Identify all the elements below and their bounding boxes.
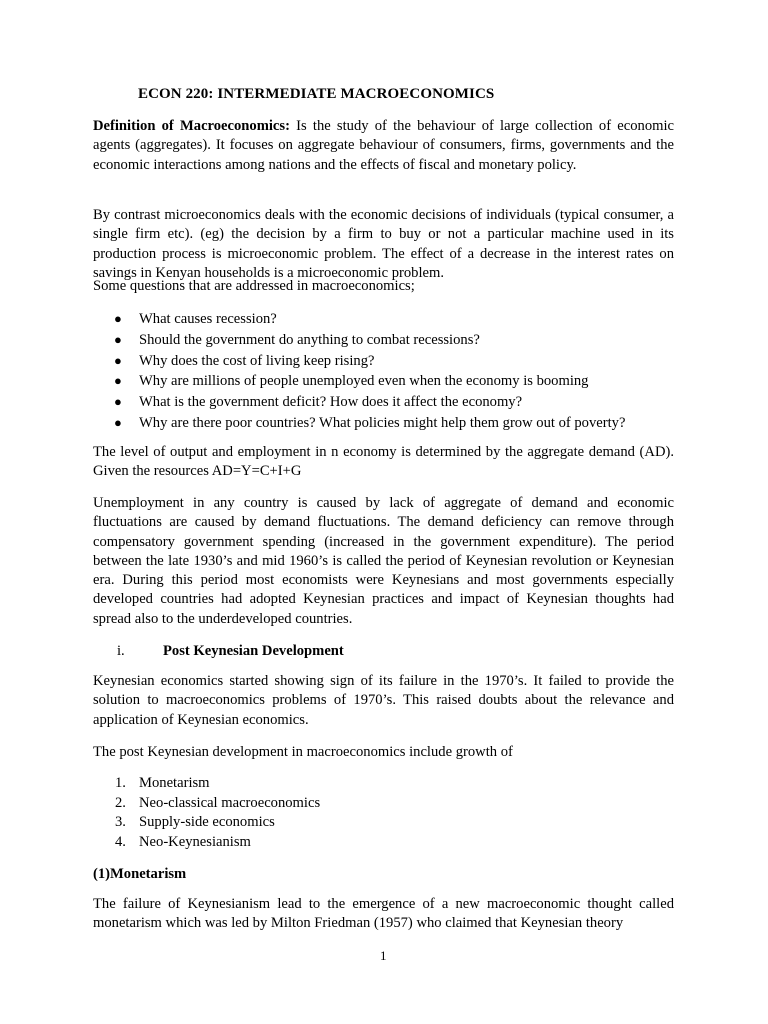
definition-text: Is the study of the behaviour of large collection of economic agents (aggregates). It focuses on aggregate behaviour of consumers, firms, governments and the economic interactions among nations and the effects of fiscal and monetary policy. — [93, 118, 674, 173]
list-item: ● What causes recession? — [93, 309, 693, 330]
bullet-icon: ● — [114, 331, 122, 347]
list-item: ● What is the government deficit? How does it affect the economy? — [93, 392, 693, 413]
page-title: ECON 220: INTERMEDIATE MACROECONOMICS — [138, 86, 495, 102]
list-item: ● Why are millions of people unemployed even when the economy is booming — [93, 371, 693, 392]
page-number: 1 — [380, 948, 387, 963]
definition-paragraph — [93, 117, 674, 175]
bullet-icon: ● — [114, 394, 122, 410]
bullet-icon: ● — [114, 311, 122, 326]
list-item: ● Should the government do anything to combat recessions? — [93, 330, 693, 351]
list-item: ● Why are there poor countries? What policies might help them grow out of poverty? — [93, 413, 693, 434]
bullet-icon: ● — [114, 352, 122, 368]
list-item: ● Why does the cost of living keep rising? — [93, 351, 693, 372]
list-item: 4. Neo-Keynesianism — [115, 833, 251, 850]
questions-list — [93, 309, 693, 434]
list-item: 2. Neo-classical macroeconomics — [115, 794, 321, 811]
unemployment-paragraph: Unemployment in any country is caused by lack of aggregate of demand and economic fluctuations are caused by demand fluctuations. The demand deficiency can remove through compensatory government spending (increased in the government expenditure). The period between the late 1930’s and mid 1960’s is called the period of Keynesian revolution or Keynesian era. During this period most economists were Keynesians and most governments especially developed countries had adopted Keynesian practices and impact of Keynesian thoughts had spread also to the underdeveloped countries. — [93, 495, 674, 627]
post-keynesian-paragraph: Keynesian economics started showing sign of its failure in the 1970’s. It failed to provide the solution to macroeconomics problems of 1970’s. This raised doubts about the relevance and application of Keynesian economics. — [93, 673, 674, 728]
developments-list — [115, 774, 320, 852]
growth-intro: The post Keynesian development in macroeconomics include growth of — [93, 744, 513, 760]
monetarism-paragraph: The failure of Keynesianism lead to the emergence of a new macroeconomic thought called monetarism which was led by Milton Friedman (1957) who claimed that Keynesian theory — [93, 896, 674, 932]
micro-paragraph: By contrast microeconomics deals with the economic decisions of individuals (typical consumer, a single firm etc). (eg) the decision by a firm to buy or not a particular machine used in its production process is microeconomic problem. The effect of a decrease in the interest rates on savings in Kenyan households is a microeconomic problem. — [93, 207, 674, 281]
section-number: i. — [117, 643, 125, 659]
list-item: 3. Supply-side economics — [115, 814, 275, 830]
definition-label: Definition of Macroeconomics: — [93, 118, 290, 134]
section-title: Post Keynesian Development — [163, 643, 344, 659]
list-item: 1. Monetarism — [115, 775, 210, 791]
monetarism-heading: (1)Monetarism — [93, 866, 187, 882]
questions-intro: Some questions that are addressed in macroeconomics; — [93, 278, 415, 294]
bullet-icon: ● — [114, 414, 122, 430]
section-heading — [117, 643, 344, 660]
bullet-icon: ● — [114, 373, 122, 389]
output-paragraph: The level of output and employment in n economy is determined by the aggregate demand (AD). Given the resources AD=Y=C+I+G — [93, 444, 674, 480]
